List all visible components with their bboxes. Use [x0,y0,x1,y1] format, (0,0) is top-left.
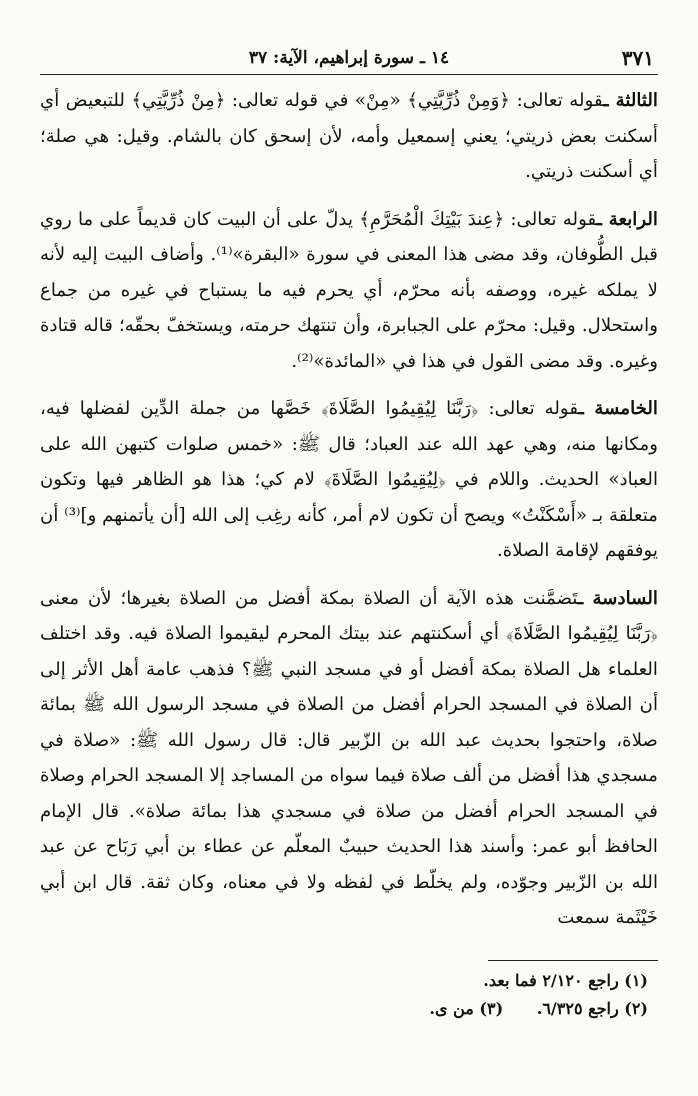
paragraph-text: قوله تعالى: ﴿عِندَ بَيْتِكَ الْمُحَرَّمِ﴾ يدلّ على أن البيت كان قديماً على ما روي قبل الطُّوفان، وقد مضى هذا المعنى في سورة «البقرة»⁽¹⁾. وأضاف البيت إليه لأنه لا يملكه غيره، ووصفه بأنه محرّم، أي يحرم فيه ما يستباح في غيره من جماع واستحلال. وقيل: محرّم على الجبابرة، وأن تنتهك حرمته، ويستخفّ بحقّه؛ قاله قتادة وغيره. وقد مضى القول في هذا في «المائدة»⁽²⁾. [40,208,658,372]
paragraph-lead: السادسة ـ [577,587,658,609]
footnote-line [40,967,658,995]
paragraph-lead: الثالثة ـ [603,90,658,111]
paragraph-text: قوله تعالى: ﴿رَبَّنَا لِيُقِيمُوا الصَّلَاةَ﴾ خَصَّها من جملة الدِّين لفضلها فيه، ومكانها منه، وهي عهد الله عند العباد؛ قال ﷺ: «خمس صلوات كتبهن الله على العباد» الحديث. واللام في ﴿لِيُقِيمُوا الصَّلَاةَ﴾ لام كي؛ هذا هو الظاهر فيها وتكون متعلقة بـ «أَسْكَنْتُ» ويصح أن تكون لام أمر، كأنه رغِب إلى الله [أن يأتمنهم و]⁽³⁾ أن يوفقهم لإقامة الصلاة. [40,398,658,561]
footnote: (٢) راجع ٦/٣٢٥. [536,999,648,1018]
page-number: ٣٧١ [621,46,654,70]
book-page [40,44,658,948]
running-title: ١٤ ـ سورة إبراهيم، الآية: ٣٧ [248,48,450,68]
page-header [40,44,658,75]
paragraph-sixth [40,581,658,936]
footnotes [40,960,658,1023]
footnote: (١) راجع ٢/١٢٠ فما بعد. [483,971,648,990]
paragraph-fifth [40,391,658,569]
paragraph-text: تَضمَّنت هذه الآية أن الصلاة بمكة أفضل من الصلاة بغيرها؛ لأن معنى ﴿رَبَّنَا لِيُقِيمُوا الصَّلَاةَ﴾ أي أسكنتهم عند بيتك المحرم ليقيموا الصلاة فيه. وقد اختلف العلماء هل الصلاة بمكة أفضل أو في مسجد النبي ﷺ؟ فذهب عامة أهل الأثر إلى أن الصلاة في المسجد الحرام أفضل من الصلاة في مسجد الرسول الله ﷺ بمائة صلاة، واحتجوا بحديث عبد الله بن الزّبير قال: قال رسول الله ﷺ: «صلاة في مسجدي هذا أفضل من ألف صلاة فيما سواه من المساجد إلا المسجد الحرام وصلاة في المسجد الحرام أفضل من صلاة في مسجدي هذا بمائة صلاة». قال الإمام الحافظ أبو عمر: وأسند هذا الحديث حبيبٌ المعلّم عن عطاء بن أبي رَبَاح عن عبد الله بن الزّبير وجوّده، ولم يخلّط في لفظه ولا في معناه، وكان ثقة. قال ابن أبي خَيْثَمة سمعت [40,587,658,928]
footnote-line [40,995,658,1023]
paragraph-fourth [40,202,658,380]
footnote-divider [488,960,658,961]
paragraph-lead: الرابعة ـ [596,208,658,230]
footnote: (٣) من ى. [429,999,504,1018]
paragraph-lead: الخامسة ـ [578,398,658,419]
paragraph-third [40,83,658,190]
paragraph-text: قوله تعالى: ﴿وَمِنْ ذُرِّيَّتِي﴾ «مِنْ» في قوله تعالى: ﴿مِنْ ذُرِّيَّتِي﴾ للتبعيض أي أسكنت بعض ذريتي؛ يعني إسمعيل وأمه، لأن إسحق كان بالشام. وقيل: هي صلة؛ أي أسكنت ذريتي. [40,90,658,182]
